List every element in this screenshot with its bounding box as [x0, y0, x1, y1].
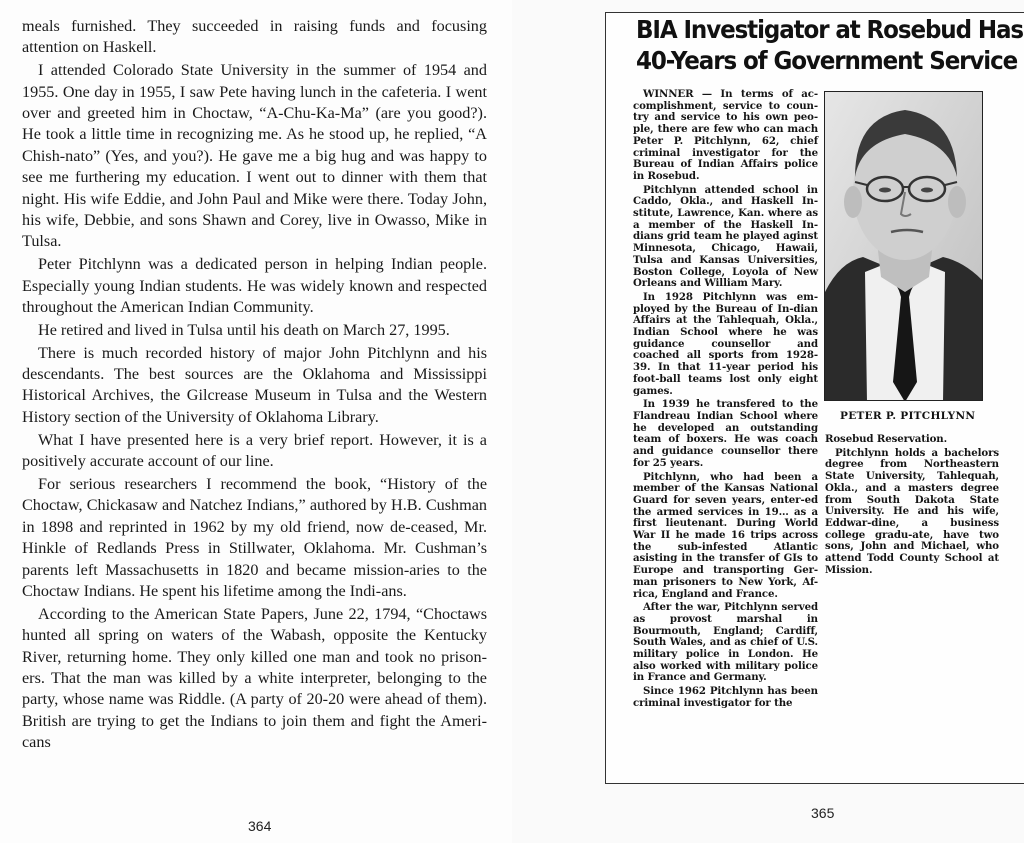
paragraph: According to the American State Papers, June 22, 1794, “Choctaws hunted all spring on waters of the Wabash, opposite the Kentucky River, returning home. They only killed one man and took no prison-ers. That the man was killed by a white interpreter, belonging to the party, whose name was Riddle. (A party of 20-20 were ahead of them). British are trying to get the Indians to join them and fight the Ameri-cans [22, 604, 487, 752]
paragraph: He retired and lived in Tulsa until his death on March 27, 1995. [38, 320, 450, 339]
paragraph: For serious researchers I recommend the book, “History of the Choctaw, Chickasaw and Natchez Indians,” authored by H.B. Cushman in 1898 and reprinted in 1962 by my old friend, now de-ceased, Mr. Hinkle of Redlands Press in Stillwater, Oklahoma. Mr. Cushman’s parents left Massachusetts in 1820 and became mission-aries to the Choctaw Indians. He spent his lifetime among the Indi-ans. [22, 474, 487, 600]
paragraph: What I have presented here is a very brief report. However, it is a positively accurate account of our line. [22, 430, 487, 471]
photo-caption: PETER P. PITCHLYNN [840, 410, 976, 422]
paragraph: meals furnished. They succeeded in raising funds and focusing attention on Haskell. [22, 17, 487, 57]
article-paragraph: After the war, Pitchlynn served as provost marshal in Bourmouth, England; Cardiff, South Wales, and as chief of U.S. military police in London. He also worked with military police in France and Germany. [633, 601, 818, 684]
article-paragraph: Rosebud Reservation. [825, 433, 948, 445]
headline-line-1: BIA Investigator at Rosebud Has [636, 15, 1023, 44]
article-paragraph: Pitchlynn holds a bachelors degree from Northeastern State University, Tahlequah, Okla., and a masters degree from South Dakota State University. He and his wife, Eddwar-dine, a business college gradu-ate, have two sons, John and Michael, who attend Todd County School at Mission. [825, 446, 999, 576]
article-paragraph: WINNER — In terms of ac-complishment, service to coun-try and service to his own peo-ple, there are few who can mach Peter P. Pitchlynn, 62, chief criminal investigator for the Bureau of Indian Affairs police in Rosebud. [633, 88, 818, 182]
headline-line-2: 40-Years of Government Service [636, 46, 1018, 75]
portrait-photo [824, 91, 983, 401]
article-paragraph: Pitchlynn, who had been a member of the Kansas National Guard for seven years, enter-ed the armed services in 19… as a first lieutenant. During World War II he made 16 trips across the sub-infested Atlantic asisting in the transfer of GIs to Europe and transporting Ger-man prisoners to New York, Af-rica, England and France. [633, 470, 818, 600]
paragraph: Peter Pitchlynn was a dedicated person in helping Indian people. Especially young Indian students. He was widely known and respected throughout the American Indian Community. [22, 255, 487, 317]
paragraph: There is much recorded history of major John Pitchlynn and his descendants. The best sources are the Oklahoma and Mississippi Historical Archives, the Gilcrease Museum in Tulsa and the Western History section of the University of Oklahoma Library. [22, 343, 487, 426]
portrait-image-icon [825, 92, 983, 401]
headline [636, 14, 1023, 76]
page-number-left: 364 [248, 818, 272, 834]
left-page-body [22, 16, 487, 755]
article-paragraph: In 1939 he transfered to the Flandreau Indian School where he developed an outstanding team of boxers. He was coach and guidance counsellor there for 25 years. [633, 398, 818, 469]
article-paragraph: Since 1962 Pitchlynn has been criminal investigator for the [633, 685, 818, 709]
article-paragraph: Pitchlynn attended school in Caddo, Okla., and Haskell In-stitute, Lawrence, Kan. where as a member of the Haskell In-dians grid team he played aginst Minnesota, Chicago, Hawaii, Tulsa and Kansas Universities, Boston College, Loyola of New Orleans and William Mary. [633, 183, 818, 290]
article-column-2 [825, 434, 999, 578]
paragraph: I attended Colorado State University in the summer of 1954 and 1955. One day in 1955, I saw Pete having lunch in the cafeteria. I went over and greeted him in Choctaw, “A-Chu-Ka-Ma” (are you good?). He took a little time in recognizing me. As he stood up, he replied, “A Chish-nato” (Yes, and you?). He gave me a big hug and was happy to see me furthering my education. I went out to dinner with them that night. His wife Eddie, and John Paul and Mike were there. Today John, his wife, Debbie, and sons Shawn and Corey, live in Owasso, Mike in Tulsa. [22, 61, 487, 251]
page-number-right: 365 [811, 805, 835, 821]
article-column-1 [633, 89, 818, 712]
article-paragraph: In 1928 Pitchlynn was em-ployed by the Bureau of In-dian Affairs at the Tahlequah, Okla., Indian School where he was guidance counsellor and coached all sports from 1928-39. In that 11-year period his foot-ball teams lost only eight games. [633, 290, 818, 397]
